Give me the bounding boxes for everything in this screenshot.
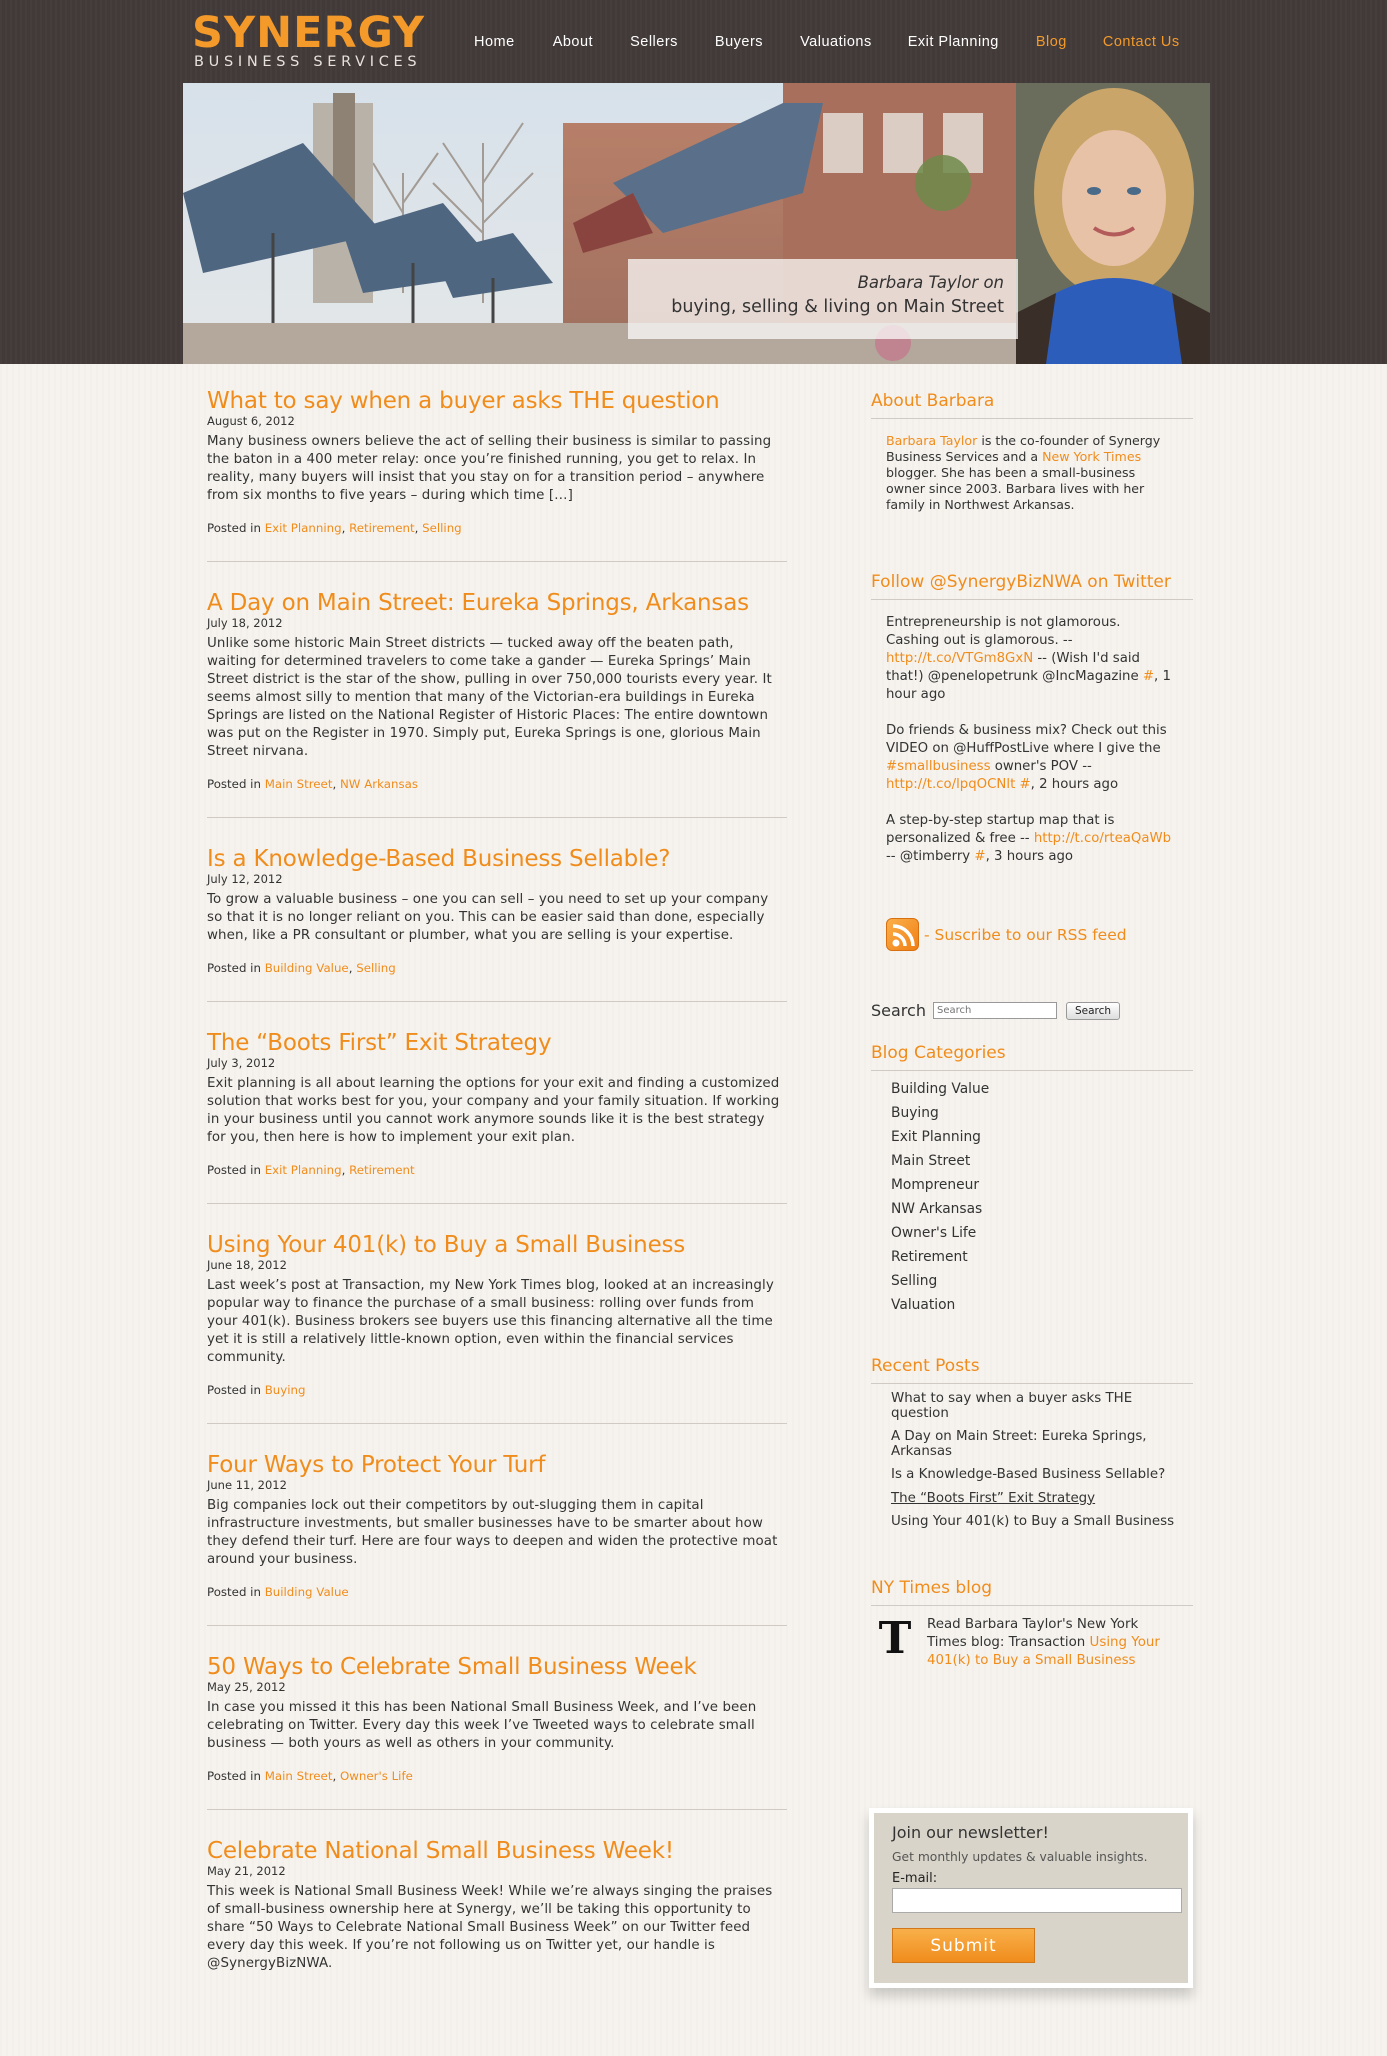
tweet-text: owner's POV --	[990, 759, 1092, 774]
nav-home[interactable]: Home	[474, 34, 515, 50]
tweet-link[interactable]: #smallbusiness	[886, 759, 991, 774]
recent-post-link[interactable]: Is a Knowledge-Based Business Sellable?	[891, 1467, 1166, 1482]
logo-wordmark: SYNERGY	[192, 8, 426, 58]
tweet-hash-link[interactable]: #	[1142, 669, 1155, 684]
post-date: May 25, 2012	[207, 1680, 286, 1694]
category-link[interactable]: Owner's Life	[891, 1225, 977, 1241]
post-excerpt: Many business owners believe the act of selling their business is similar to passing the baton in a 400 meter relay: once you’re finished running, you get to relax. In reality, many buyers will insist that you stay on for a transition period – anywhere from six months to five years – during which time […]	[207, 434, 772, 503]
blog-post	[207, 1030, 787, 1204]
about-text-part: is the co-founder of Synergy Business Services and a	[886, 433, 1161, 464]
tweet-hash-link[interactable]: #	[974, 849, 986, 864]
tweet	[871, 600, 1193, 704]
posted-in-label: Posted in	[207, 521, 261, 535]
rss-feed-link[interactable]: - Suscribe to our RSS feed	[924, 925, 1127, 944]
recent-post-link[interactable]: Using Your 401(k) to Buy a Small Business	[891, 1514, 1175, 1529]
nav-blog[interactable]: Blog	[1035, 34, 1067, 50]
category-link[interactable]: Selling	[891, 1273, 938, 1289]
post-title-link[interactable]: A Day on Main Street: Eureka Springs, Arkansas	[207, 590, 749, 616]
category-link[interactable]: NW Arkansas	[891, 1201, 983, 1217]
blog-post	[207, 1654, 787, 1810]
barbara-taylor-portrait	[1016, 83, 1210, 364]
logo-tagline: BUSINESS SERVICES	[194, 54, 422, 70]
nav-sellers[interactable]: Sellers	[630, 34, 678, 50]
tweet	[871, 794, 1193, 866]
hero-banner	[183, 83, 1210, 364]
post-categories: Posted in Main Street, NW Arkansas	[207, 777, 418, 791]
categories-widget-title: Blog Categories	[871, 1042, 1193, 1071]
post-title-link[interactable]: The “Boots First” Exit Strategy	[207, 1030, 552, 1056]
blog-post	[207, 590, 787, 818]
hero-name-line: Barbara Taylor on	[857, 273, 1004, 292]
post-title-link[interactable]: Using Your 401(k) to Buy a Small Business	[207, 1232, 686, 1258]
newsletter-box	[874, 1813, 1188, 1983]
blog-post	[207, 846, 787, 1002]
post-tag-link[interactable]: Retirement	[349, 521, 415, 535]
post-tag-link[interactable]: NW Arkansas	[339, 777, 418, 791]
site-header	[0, 0, 1387, 364]
rss-glyph	[887, 919, 920, 952]
post-tag-link[interactable]: Main Street	[264, 777, 333, 791]
nav-exit-planning[interactable]: Exit Planning	[907, 34, 999, 50]
nyt-post-link[interactable]: Using Your 401(k) to Buy a Small Business	[927, 1634, 1160, 1668]
blog-post	[207, 388, 787, 562]
nyt-blog-text	[927, 1616, 1167, 1670]
blog-post	[207, 1232, 787, 1424]
search-label: Search	[871, 1001, 926, 1020]
post-categories: Posted in Building Value, Selling	[207, 961, 396, 975]
posted-in-label: Posted in	[207, 1383, 261, 1397]
post-tag-link[interactable]: Selling	[356, 961, 396, 975]
nyt-link[interactable]: New York Times	[1042, 449, 1142, 464]
post-title-link[interactable]: Is a Knowledge-Based Business Sellable?	[207, 846, 671, 872]
post-excerpt: Last week’s post at Transaction, my New York Times blog, looked at an increasingly popular way to finance the purchase of a small business: rolling over funds from your 401(k). Business brokers see buyers use this financing alternative all the time yet it is still a relatively little-known option, even within the financial services community.	[207, 1278, 774, 1365]
nav-contact-us[interactable]: Contact Us	[1102, 34, 1180, 50]
post-excerpt: In case you missed it this has been National Small Business Week, and I’ve been celebrating on Twitter. Every day this week I’ve Tweeted ways to celebrate small business — both yours as well as others in your community.	[207, 1700, 757, 1751]
blog-post	[207, 1452, 787, 1626]
posted-in-label: Posted in	[207, 1163, 261, 1177]
portrait-illustration	[1016, 83, 1210, 364]
category-link[interactable]: Retirement	[891, 1249, 968, 1265]
about-text	[871, 419, 1193, 513]
post-categories	[207, 1383, 787, 1397]
blog-post	[207, 1838, 787, 1999]
post-title-link[interactable]: What to say when a buyer asks THE question	[207, 388, 720, 414]
post-date: May 21, 2012	[207, 1864, 286, 1878]
post-excerpt: Exit planning is all about learning the options for your exit and finding a customized solution that works best for you, your company and your family situation. If working in your business until you cannot work anymore sounds like it is the best strategy for you, then here is how to implement your exit plan.	[207, 1076, 780, 1145]
post-tag-link[interactable]: Retirement	[349, 1163, 415, 1177]
recent-post-link[interactable]: What to say when a buyer asks THE question	[891, 1391, 1133, 1421]
category-link[interactable]: Building Value	[891, 1081, 990, 1097]
post-excerpt: This week is National Small Business Week! While we’re always singing the praises of small-business ownership here at Synergy, we’ll be taking this opportunity to share “50 Ways to Celebrate National Small Business Week” on our Twitter feed every day this week. If you’re not following us on Twitter yet, our handle is @SynergyBizNWA.	[207, 1884, 773, 1971]
search-form	[871, 1001, 1193, 1020]
post-date: July 12, 2012	[207, 872, 283, 886]
barbara-taylor-link[interactable]: Barbara Taylor	[886, 433, 978, 448]
recent-posts-title: Recent Posts	[871, 1355, 1193, 1384]
newsletter-subtitle: Get monthly updates & valuable insights.	[892, 1850, 1148, 1864]
nav-buyers[interactable]: Buyers	[714, 34, 764, 50]
posted-in-label: Posted in	[207, 1585, 261, 1599]
sidebar	[871, 390, 1193, 1670]
tweet-text: -- (Wish I'd said that!) @penelopetrunk @IncMagazine	[886, 651, 1143, 684]
post-title-link[interactable]: Four Ways to Protect Your Turf	[207, 1452, 546, 1478]
nav-about[interactable]: About	[552, 34, 594, 50]
tweet	[871, 704, 1193, 794]
post-tag-link[interactable]: Building Value	[264, 961, 349, 975]
rss-subscribe[interactable]	[871, 918, 1193, 951]
post-date: July 3, 2012	[207, 1056, 276, 1070]
post-tag-link[interactable]: Buying	[264, 1383, 306, 1397]
post-categories: Posted in Exit Planning, Retirement, Selling	[207, 521, 462, 535]
main-nav	[452, 34, 1180, 50]
post-excerpt: Unlike some historic Main Street districts — tucked away off the beaten path, waiting for determined travelers to come take a gander — Eureka Springs’ Main Street district is the star of the show, pulling in over 750,000 tourists every year. It seems almost silly to mention that many of the Victorian-era buildings in Eureka Springs are listed on the National Register of Historic Places: The entire downtown was put on the Register in 1970. Simply put, Eureka Springs is one, glorious Main Street nirvana.	[207, 636, 772, 759]
tweet-text: -- @timberry	[886, 849, 975, 864]
post-excerpt: Big companies lock out their competitors by out-slugging them in capital infrastructure investments, but smaller businesses have to be smarter about how they defend their turf. Here are four ways to deepen and widen the protective moat around your business.	[207, 1498, 778, 1567]
post-excerpt: To grow a valuable business – one you can sell – you need to set up your company so that it is no longer reliant on you. This can be easier said than done, especially when, like a PR consultant or plumber, what you are selling is your expertise.	[207, 892, 769, 943]
category-list	[871, 1071, 1193, 1317]
tweet-link[interactable]: http://t.co/rteaQaWb	[1033, 831, 1172, 846]
about-widget-title: About Barbara	[871, 390, 1193, 419]
about-text-part: blogger. She has been a small-business owner since 2003. Barbara lives with her family in Northwest Arkansas.	[886, 465, 1145, 512]
email-field[interactable]	[892, 1888, 1182, 1913]
post-tag-link[interactable]: Main Street	[264, 1769, 333, 1783]
tweet-time: , 2 hours ago	[1030, 777, 1119, 792]
nyt-text-part: Read Barbara Taylor's New York Times blog: Transaction	[927, 1616, 1139, 1650]
tweet-link[interactable]: http://t.co/VTGm8GxN	[886, 651, 1034, 666]
nyt-blog-widget	[871, 1606, 1193, 1670]
category-link[interactable]: Mompreneur	[891, 1177, 980, 1193]
post-categories: Posted in Exit Planning, Retirement	[207, 1163, 415, 1177]
tweet-text: A step-by-step startup map that is personalized & free --	[886, 813, 1115, 846]
category-link[interactable]: Buying	[891, 1105, 939, 1121]
post-tag-link[interactable]: Exit Planning	[264, 1163, 342, 1177]
twitter-widget-title: Follow @SynergyBizNWA on Twitter	[871, 571, 1193, 600]
rss-icon[interactable]	[886, 918, 919, 951]
posted-in-label: Posted in	[207, 777, 261, 791]
search-input[interactable]	[933, 1002, 1057, 1019]
recent-posts-list	[871, 1384, 1193, 1530]
post-title-link[interactable]: Celebrate National Small Business Week!	[207, 1838, 674, 1864]
post-date: June 11, 2012	[207, 1478, 287, 1492]
post-categories	[207, 1585, 787, 1599]
post-date: July 18, 2012	[207, 616, 283, 630]
newsletter-title: Join our newsletter!	[892, 1823, 1049, 1842]
recent-post-link[interactable]: The “Boots First” Exit Strategy	[891, 1490, 1096, 1506]
post-date: June 18, 2012	[207, 1258, 287, 1272]
tweet-text: Entrepreneurship is not glamorous. Cashing out is glamorous. --	[886, 615, 1121, 648]
tweet-text: Do friends & business mix? Check out this VIDEO on @HuffPostLive where I give the	[886, 723, 1167, 756]
post-tag-link[interactable]: Selling	[422, 521, 462, 535]
tweet-time: , 1 hour ago	[886, 669, 1171, 702]
blog-post-list	[207, 388, 787, 2027]
nyt-logo-icon[interactable]: T	[878, 1612, 912, 1664]
hero-caption	[628, 259, 1018, 339]
posted-in-label: Posted in	[207, 961, 261, 975]
hero-tagline: buying, selling & living on Main Street	[671, 297, 1004, 317]
post-categories: Posted in Main Street, Owner's Life	[207, 1769, 413, 1783]
newsletter-signup	[869, 1808, 1193, 1988]
submit-button[interactable]: Submit	[892, 1928, 1035, 1963]
category-link[interactable]: Exit Planning	[891, 1129, 981, 1145]
email-label: E-mail:	[892, 1871, 938, 1886]
site-logo[interactable]	[192, 10, 425, 70]
posted-in-label: Posted in	[207, 1769, 261, 1783]
post-tag-link[interactable]: Owner's Life	[339, 1769, 413, 1783]
nav-valuations[interactable]: Valuations	[800, 34, 872, 50]
post-tag-link[interactable]: Building Value	[264, 1585, 349, 1599]
post-title-link[interactable]: 50 Ways to Celebrate Small Business Week	[207, 1654, 697, 1680]
post-date: August 6, 2012	[207, 414, 295, 428]
post-tag-link[interactable]: Exit Planning	[264, 521, 342, 535]
search-button[interactable]: Search	[1066, 1002, 1120, 1020]
tweet-hash-link[interactable]: http://t.co/lpqOCNlt #	[886, 777, 1031, 792]
category-link[interactable]: Main Street	[891, 1153, 971, 1169]
category-link[interactable]: Valuation	[891, 1297, 956, 1313]
recent-post-link[interactable]: A Day on Main Street: Eureka Springs, Arkansas	[891, 1429, 1147, 1459]
nyt-blog-title: NY Times blog	[871, 1577, 1193, 1606]
tweet-time: , 3 hours ago	[985, 849, 1074, 864]
